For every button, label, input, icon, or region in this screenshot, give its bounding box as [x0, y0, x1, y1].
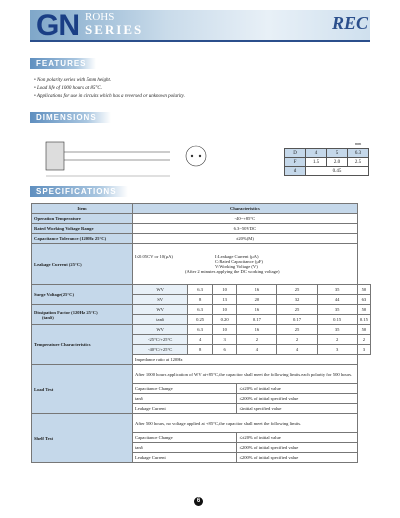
rohs-label: ROHS [85, 11, 115, 23]
dimension-table: D 4 5 6.3 F 1.5 2.0 2.5 d 0.45 [284, 148, 369, 176]
features-list [34, 77, 185, 101]
feature-item: • Non polarity series with 5mm height. [34, 78, 112, 83]
feature-item: • Load life of 1000 hours at 85°C. [34, 86, 102, 91]
dimensions-heading: DIMENSIONS [30, 112, 111, 123]
series-label: SERIES [85, 22, 144, 37]
specifications-heading: SPECIFICATIONS [30, 186, 128, 197]
spec-table: Item Characteristics Operation Temperature -40~+85°C Rated Working Voltage Range 6.3~50VDC Capacitance Tolerance (120Hz 25°C) ±20%(M) Leakage Current (25°C) I≤0.05CV or 10(μA) I:Leakage Current (μA) C:Rated Capacitance (μF) V:Working Voltage (V) (After 2 minutes applying the DC working voltage) Surge Voltage(25°C) WV 6.3 10 16 25 35 50 SV 8 13 20 32 44 63 Dissipation Factor (120Hz 25°C) (tanδ) WV 6.3 10 16 25 35 50 tanδ 0.25 0.20 0.17 0.17 0.15 0.15 Temperature Characteristics WV 6.3 10 16 25 35 50 -25°C/+25°C 4 3 2 2 2 2 -40°C/+25°C 8 6 4 4 3 3 Impedance ratio at 120Hz Load Test After 1000 hours application of WV at+85°C,the capacitor shall meet the following limits.each polarity for 500 hours. Capacitance Change ≤±20% of initial value tanδ ≤200% of initial specified value Leakage Current ≤initial specified value Shelf Test After 500 hours, no voltage applied at +85°C,the capacitor shall meet the following limits. Capacitance Change ≤±20% of initial value tanδ ≤200% of initial specified value Leakage Current ≤200% of initial specified value [31, 203, 371, 463]
dimension-drawing [30, 126, 230, 186]
units-label: mm [355, 141, 362, 146]
header-banner [30, 10, 370, 42]
series-code: GN [36, 9, 79, 42]
features-heading: FEATURES [30, 58, 96, 69]
page-number: 6 [194, 497, 203, 506]
feature-item: • Applications for use in circuits which has a reversed or unknown polarity. [34, 94, 185, 99]
brand-logo: REC [332, 13, 369, 33]
